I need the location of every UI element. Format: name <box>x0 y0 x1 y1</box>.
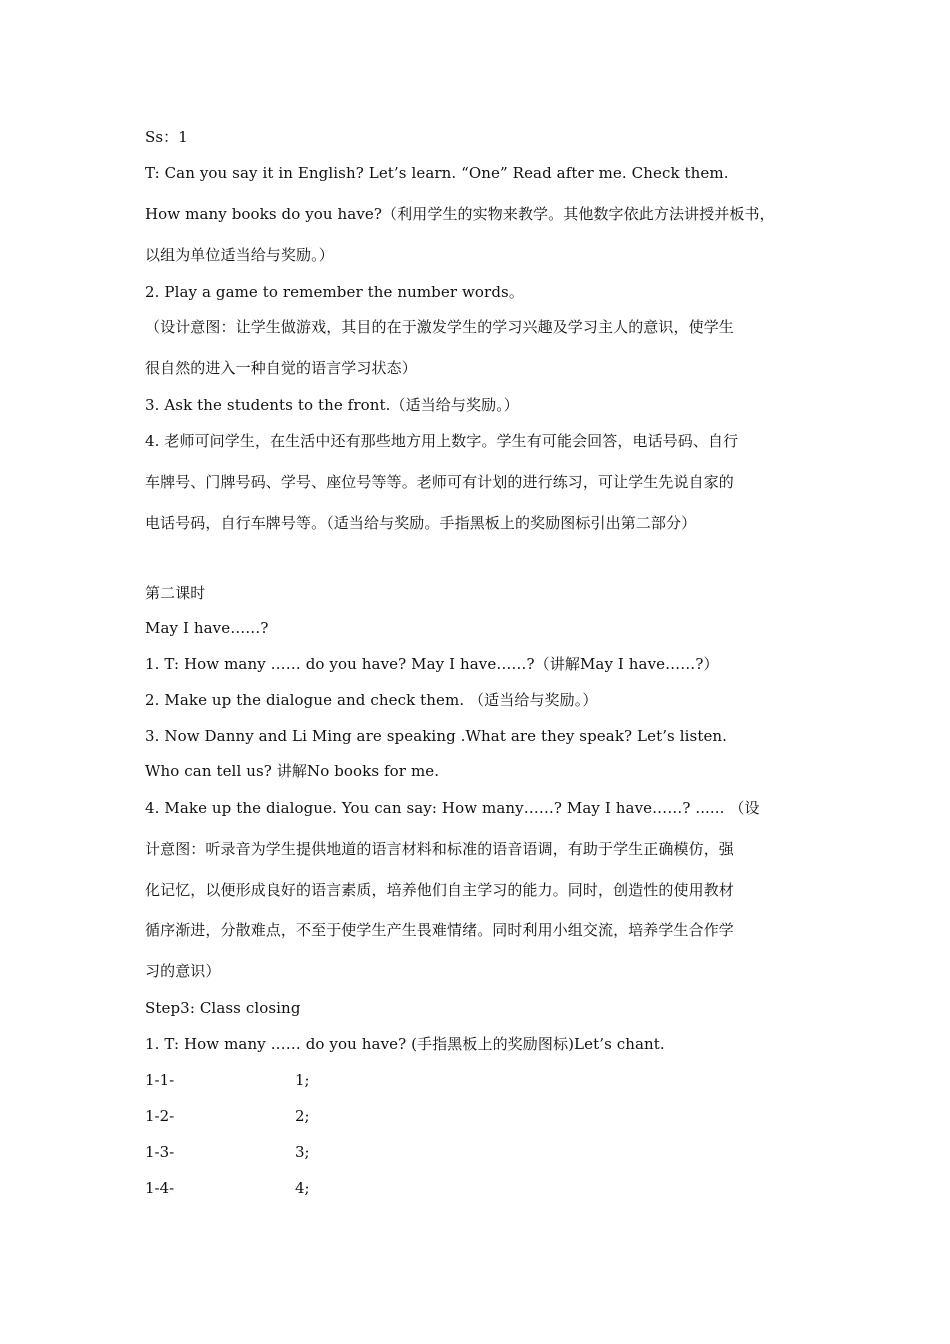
text-line: Ss：1 <box>145 128 188 146</box>
chant-left: 1-1- <box>145 1071 175 1089</box>
chant-right: 1; <box>295 1071 310 1089</box>
text-line: 3. Ask the students to the front.（适当给与奖励。） <box>145 396 519 414</box>
text-line: How many books do you have?（利用学生的实物来教学。其他数字依此方法讲授并板书， <box>145 205 775 223</box>
chant-left: 1-2- <box>145 1107 175 1125</box>
text-line: 计意图：听录音为学生提供地道的语言材料和标准的语音语调，有助于学生正确模仿，强 <box>145 840 734 858</box>
text-line: （设计意图：让学生做游戏，其目的在于激发学生的学习兴趣及学习主人的意识，使学生 <box>145 318 734 336</box>
text-line: 循序渐进，分散难点，不至于使学生产生畏难情绪。同时利用小组交流，培养学生合作学 <box>145 921 734 939</box>
text-line: 3. Now Danny and Li Ming are speaking .What are they speak? Let’s listen. <box>145 727 728 745</box>
text-line: 4. Make up the dialogue. You can say: How many……? May I have……? ...... （设 <box>145 799 760 817</box>
text-line: 1. T: How many …… do you have? (手指黑板上的奖励图标)Let’s chant. <box>145 1035 665 1053</box>
text-line: 4. 老师可问学生，在生活中还有那些地方用上数字。学生有可能会回答，电话号码、自行 <box>145 432 739 450</box>
text-line: T: Can you say it in English? Let’s learn. “One” Read after me. Check them. <box>145 164 729 182</box>
text-line: 习的意识） <box>145 962 221 980</box>
text-line: May I have……? <box>145 619 269 637</box>
section-heading: 第二课时 <box>145 584 206 602</box>
text-line: Who can tell us? 讲解No books for me. <box>145 762 440 780</box>
chant-right: 2; <box>295 1107 310 1125</box>
text-line: 以组为单位适当给与奖励。） <box>145 246 334 264</box>
chant-left: 1-4- <box>145 1179 175 1197</box>
chant-right: 3; <box>295 1143 310 1161</box>
text-line: 电话号码，自行车牌号等。（适当给与奖励。手指黑板上的奖励图标引出第二部分） <box>145 514 697 532</box>
text-line: 1. T: How many …… do you have? May I have……?（讲解May I have……?） <box>145 655 719 673</box>
chant-right: 4; <box>295 1179 310 1197</box>
chant-left: 1-3- <box>145 1143 175 1161</box>
text-line: 车牌号、门牌号码、学号、座位号等等。老师可有计划的进行练习，可让学生先说自家的 <box>145 473 734 491</box>
text-line: 2. Make up the dialogue and check them. （适当给与奖励。） <box>145 691 598 709</box>
text-line: 2. Play a game to remember the number words。 <box>145 283 524 301</box>
text-line: Step3: Class closing <box>145 999 301 1017</box>
text-line: 化记忆，以便形成良好的语言素质，培养他们自主学习的能力。同时，创造性的使用教材 <box>145 881 734 899</box>
text-line: 很自然的进入一种自觉的语言学习状态） <box>145 359 417 377</box>
